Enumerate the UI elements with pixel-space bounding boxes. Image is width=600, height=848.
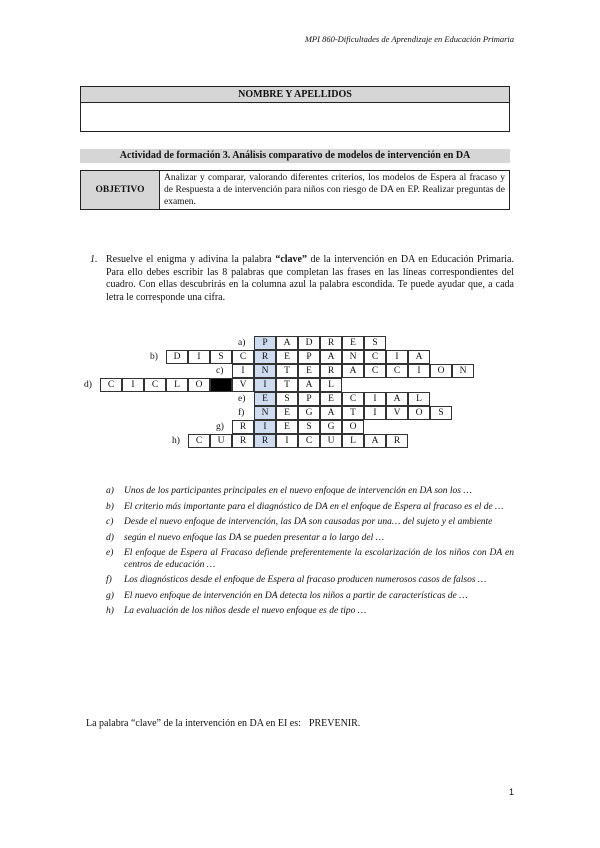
question-text-after: de la intervención en DA en Educación Primaria. Para ello debes escribir las 8 palabras que completan las frases en las líneas correspondientes del cuadro. Con ellas descubrirás en la columna azul la palabra escondida. Te puede ayudar que, a cada letra le corresponde una cifra.: [106, 254, 514, 303]
objective-table: [80, 170, 510, 210]
answer-line: [86, 718, 360, 729]
crossword-cell[interactable]: R: [386, 434, 408, 448]
crossword-cell[interactable]: V: [232, 378, 254, 392]
crossword-cell[interactable]: A: [298, 378, 320, 392]
question-text-before: Resuelve el enigma y adivina la palabra: [106, 254, 276, 265]
crossword-cell[interactable]: I: [364, 392, 386, 406]
crossword-cell[interactable]: I: [408, 364, 430, 378]
crossword-cell[interactable]: C: [144, 378, 166, 392]
crossword-row-label: e): [238, 394, 246, 404]
clue-item: [106, 575, 514, 587]
crossword-cell[interactable]: N: [452, 364, 474, 378]
crossword-cell[interactable]: A: [342, 364, 364, 378]
crossword-cell[interactable]: G: [320, 420, 342, 434]
crossword-row-label: g): [216, 422, 224, 432]
crossword-cell[interactable]: R: [232, 420, 254, 434]
name-box: [80, 86, 510, 132]
answer-value: PREVENIR.: [308, 718, 361, 729]
answer-label: La palabra “clave” de la intervención en DA en EI es:: [86, 718, 301, 729]
clue-item: [106, 517, 514, 529]
crossword-cell[interactable]: R: [254, 350, 276, 364]
clue-text: El enfoque de Espera al Fracaso defiende preferentemente la escolarización de los niños con DA en centros de educación …: [124, 548, 514, 570]
course-header: MPI 860-Dificultades de Aprendizaje en Educación Primaria: [304, 34, 514, 44]
crossword-cell[interactable]: E: [342, 336, 364, 350]
crossword-cell[interactable]: A: [364, 434, 386, 448]
crossword-row-label: d): [84, 380, 92, 390]
question-1: [90, 254, 514, 304]
clue-letter: a): [106, 486, 114, 496]
clue-letter: b): [106, 501, 114, 512]
crossword-cell[interactable]: U: [320, 434, 342, 448]
crossword-cell[interactable]: L: [342, 434, 364, 448]
crossword-cell[interactable]: I: [364, 406, 386, 420]
crossword-cell[interactable]: C: [364, 350, 386, 364]
clue-letter: g): [106, 590, 114, 601]
crossword-cell[interactable]: A: [320, 350, 342, 364]
crossword-cell[interactable]: D: [298, 336, 320, 350]
objective-text: Analizar y comparar, valorando diferentes criterios, los modelos de Espera al fracaso y de Respuesta a de intervención para niños con riesgo de DA en EP. Realizar preguntas de examen.: [160, 171, 510, 210]
crossword-cell[interactable]: E: [276, 420, 298, 434]
clue-text: Los diagnósticos desde el enfoque de Espera al fracaso producen numerosos casos de falsos …: [124, 575, 487, 585]
crossword-cell[interactable]: A: [386, 392, 408, 406]
clue-letter: d): [106, 532, 114, 543]
clue-text: El criterio más importante para el diagnóstico de DA en el enfoque de Espera al fracaso es el de …: [124, 501, 504, 512]
crossword-cell[interactable]: T: [342, 406, 364, 420]
crossword-cell[interactable]: P: [298, 392, 320, 406]
clue-text: según el nuevo enfoque las DA se pueden presentar a lo largo del …: [124, 532, 385, 543]
crossword-cell[interactable]: O: [408, 406, 430, 420]
crossword-cell[interactable]: I: [254, 420, 276, 434]
crossword-cell[interactable]: A: [320, 406, 342, 420]
crossword-cell[interactable]: I: [122, 378, 144, 392]
crossword-row-label: f): [238, 408, 245, 418]
clue-item: [106, 591, 514, 603]
crossword-cell[interactable]: C: [188, 434, 210, 448]
crossword-cell[interactable]: C: [232, 350, 254, 364]
crossword-cell[interactable]: T: [276, 378, 298, 392]
crossword-cell[interactable]: O: [342, 420, 364, 434]
crossword-cell[interactable]: E: [276, 350, 298, 364]
crossword-cell[interactable]: E: [298, 364, 320, 378]
crossword-cell[interactable]: O: [188, 378, 210, 392]
crossword-cell[interactable]: I: [188, 350, 210, 364]
clue-text: Unos de los participantes principales en el nuevo enfoque de intervención en DA son los …: [124, 486, 472, 496]
clue-text: El nuevo enfoque de intervención en DA detecta los niños a partir de características de …: [124, 590, 468, 601]
crossword-cell[interactable]: O: [430, 364, 452, 378]
crossword-cell[interactable]: A: [408, 350, 430, 364]
question-number: 1.: [90, 254, 98, 265]
crossword-cell[interactable]: [210, 378, 232, 392]
crossword-cell[interactable]: I: [232, 364, 254, 378]
crossword-cell[interactable]: L: [408, 392, 430, 406]
crossword-cell[interactable]: I: [276, 434, 298, 448]
crossword-cell[interactable]: P: [254, 336, 276, 350]
clue-item: [106, 548, 514, 571]
activity-title: Actividad de formación 3. Análisis comparativo de modelos de intervención en DA: [80, 149, 510, 163]
crossword-cell[interactable]: V: [386, 406, 408, 420]
crossword-cell[interactable]: N: [254, 364, 276, 378]
clue-letter: h): [106, 606, 114, 616]
crossword-cell[interactable]: D: [166, 350, 188, 364]
crossword-row-label: h): [172, 436, 180, 446]
crossword-cell[interactable]: R: [320, 364, 342, 378]
clue-item: [106, 502, 514, 514]
crossword-cell[interactable]: G: [298, 406, 320, 420]
crossword-cell[interactable]: S: [364, 336, 386, 350]
crossword-cell[interactable]: C: [342, 392, 364, 406]
question-keyword: “clave”: [275, 254, 307, 265]
crossword-cell[interactable]: C: [298, 434, 320, 448]
name-field[interactable]: [81, 103, 510, 132]
crossword-cell[interactable]: R: [320, 336, 342, 350]
crossword-cell[interactable]: S: [276, 392, 298, 406]
crossword-cell[interactable]: R: [232, 434, 254, 448]
crossword-cell[interactable]: S: [430, 406, 452, 420]
crossword-cell[interactable]: I: [254, 378, 276, 392]
crossword-cell[interactable]: U: [210, 434, 232, 448]
crossword-row-label: a): [238, 338, 246, 348]
crossword-cell[interactable]: L: [320, 378, 342, 392]
clue-letter: f): [106, 575, 112, 585]
crossword-row-label: c): [216, 366, 224, 376]
clue-letter: c): [106, 517, 114, 527]
crossword-cell[interactable]: E: [254, 392, 276, 406]
crossword-cell[interactable]: N: [342, 350, 364, 364]
crossword-cell[interactable]: A: [276, 336, 298, 350]
clue-text: Desde el nuevo enfoque de intervención, las DA son causadas por una… del sujeto y el ambiente: [124, 517, 493, 527]
clue-item: [106, 486, 514, 498]
crossword-row-label: b): [150, 352, 158, 362]
name-label: NOMBRE Y APELLIDOS: [81, 87, 510, 103]
crossword-cell[interactable]: R: [254, 434, 276, 448]
clue-list: [106, 486, 514, 622]
clue-letter: e): [106, 548, 114, 558]
crossword-cell[interactable]: S: [210, 350, 232, 364]
crossword-cell[interactable]: P: [298, 350, 320, 364]
crossword-cell[interactable]: C: [100, 378, 122, 392]
crossword-cell[interactable]: C: [386, 364, 408, 378]
crossword-cell[interactable]: I: [386, 350, 408, 364]
page-number: 1: [508, 787, 514, 797]
crossword-cell[interactable]: C: [364, 364, 386, 378]
objective-label: OBJETIVO: [81, 171, 160, 210]
crossword-cell[interactable]: L: [166, 378, 188, 392]
crossword-cell[interactable]: S: [298, 420, 320, 434]
crossword-cell[interactable]: N: [254, 406, 276, 420]
crossword-cell[interactable]: E: [276, 406, 298, 420]
clue-text: La evaluación de los niños desde el nuevo enfoque es de tipo …: [124, 606, 367, 616]
clue-item: [106, 606, 514, 618]
crossword-cell[interactable]: E: [320, 392, 342, 406]
clue-item: [106, 533, 514, 545]
crossword-cell[interactable]: T: [276, 364, 298, 378]
